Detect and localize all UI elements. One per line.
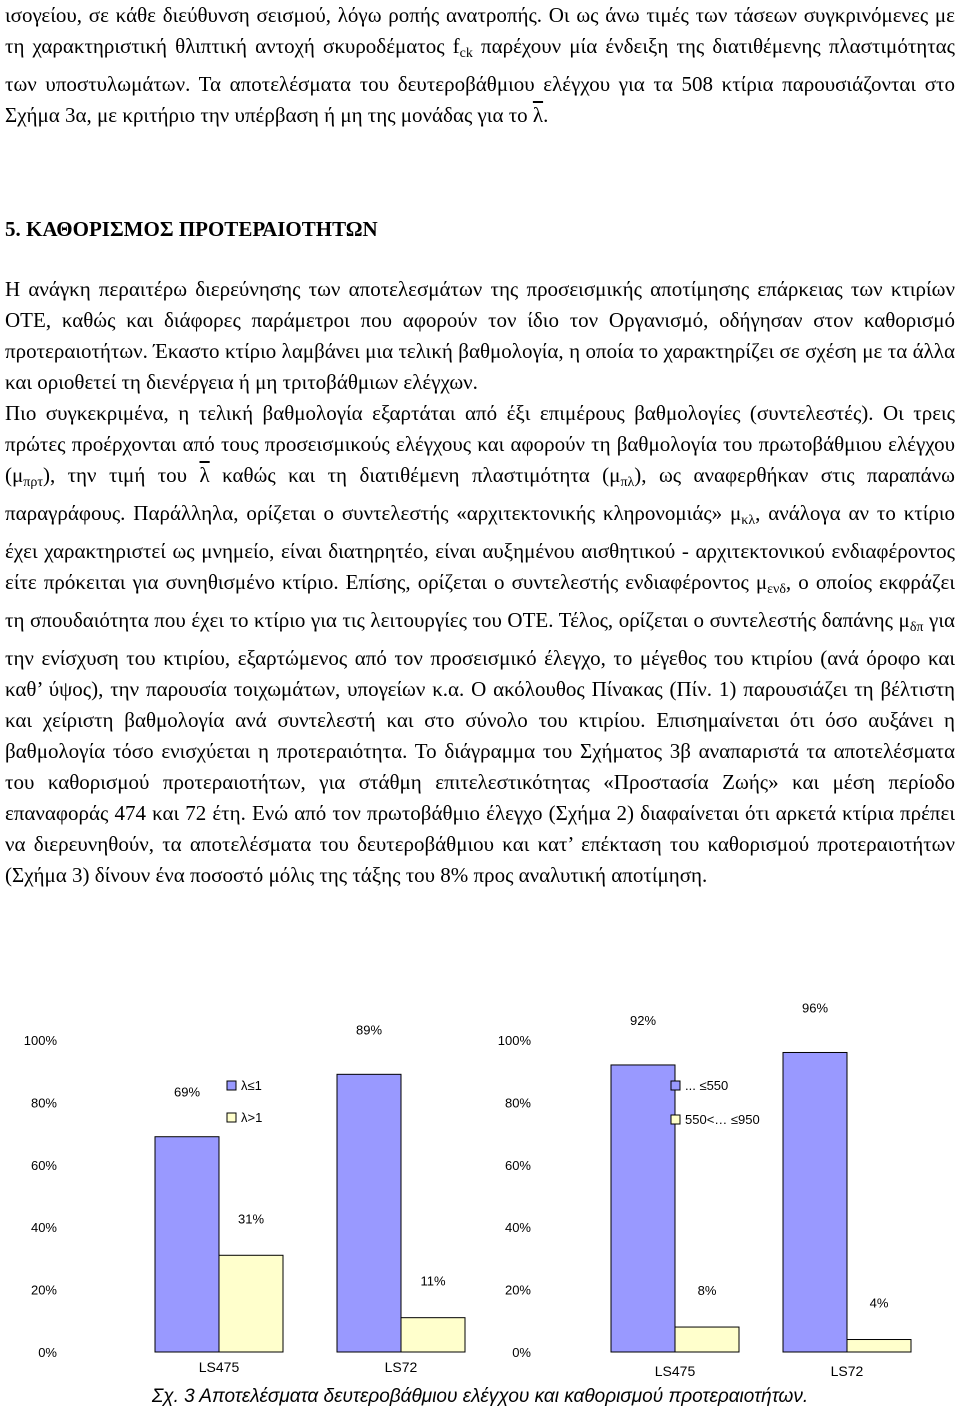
- legend-swatch: [671, 1081, 680, 1090]
- text-run: ), ως αναφερθήκαν στις παραπάνω παραγράφους. Παράλληλα, ορίζεται ο συντελεστής «αρχιτεκτονικής κληρονομιάς» μ: [5, 463, 955, 525]
- chart-3a-svg: [5, 1020, 475, 1390]
- subscript-prt: πρτ: [23, 475, 43, 490]
- y-tick-label: 100%: [23, 1033, 57, 1048]
- paragraph-2: [5, 398, 955, 891]
- subscript-ck: ck: [459, 46, 473, 61]
- legend-swatch: [227, 1081, 236, 1090]
- chart-3b: [483, 1000, 953, 1390]
- x-tick-label: LS72: [384, 1359, 418, 1375]
- text-run: .: [543, 103, 549, 127]
- y-tick-label: 20%: [504, 1282, 531, 1298]
- legend-label: λ≤1: [241, 1078, 262, 1093]
- figure-caption: Σχ. 3 Αποτελέσματα δευτεροβάθμιου ελέγχου και καθορισμού προτεραιοτήτων.: [151, 1386, 809, 1407]
- text-run: καθώς και τη διατιθέμενη πλαστιμότητα (μ: [209, 463, 621, 487]
- subscript-pl: πλ: [620, 475, 635, 490]
- legend-label: 550<… ≤950: [685, 1112, 760, 1127]
- bar-series1: [155, 1137, 219, 1352]
- y-tick-label: 40%: [30, 1220, 57, 1236]
- x-tick-label: LS475: [654, 1363, 696, 1379]
- lambda-bar-symbol: $\overline{\lambda}$: [199, 463, 210, 487]
- text-run: για την ενίσχυση του κτιρίου, εξαρτώμενος από τον προσεισμικό έλεγχο, το μέγεθος του κτιρίου (ανά όροφο και καθ’ ύψος), την παρουσία τοιχωμάτων, υπογείων κ.α. Ο ακόλουθος Πίνακας (Πίν. 1) παρουσιάζει τη βέλτιστη και χείριστη βαθμολογία ανά συντελεστή και στο σύνολο του κτιρίου. Επισημαίνεται ότι όσο αυξάνει η βαθμολογία τόσο ενισχύεται η προτεραιότητα. Το διάγραμμα του Σχήματος 3β αναπαριστά τα αποτελέσματα του καθορισμού προτεραιοτήτων, για στάθμη επιτελεστικότητας «Προστασία Ζωής» και μέση περίοδο επαναφοράς 474 και 72 έτη. Ενώ από τον πρωτοβάθμιο έλεγχο (Σχήμα 2) διαφαίνεται ότι αρκετά κτίρια πρέπει να διερευνηθούν, τα αποτελέσματα του δευτεροβάθμιου και κατ’ επέκταση του καθορισμού προτεραιοτήτων (Σχήμα 3) δίνουν ένα ποσοστό μόλις της τάξης του 8% προς αναλυτική αποτίμηση.: [5, 608, 955, 887]
- data-label: 69%: [173, 1084, 201, 1100]
- text-run: ισογείου, σε κάθε διεύθυνση σεισμού, λόγω ροπής ανατροπής. Οι ως άνω τιμές των τάσεων συγκρινόμενες με τη χαρακτηριστική θλιπτική αντοχή σκυροδέματος f: [5, 3, 955, 58]
- data-label: 4%: [869, 1295, 889, 1311]
- text-run: , ο οποίος εκφράζει τη σπουδαιότητα που έχει το κτίριο για τις λειτουργίες του ΟΤΕ. Τέλος, ορίζεται ο συντελεστής δαπάνης μ: [5, 570, 955, 632]
- legend-label: λ>1: [241, 1110, 263, 1125]
- legend-swatch: [227, 1113, 236, 1122]
- bar-series2: [401, 1318, 465, 1352]
- x-tick-label: LS475: [198, 1359, 240, 1375]
- data-label: 8%: [697, 1283, 717, 1299]
- text-run: ), την τιμή του: [42, 463, 200, 487]
- y-tick-label: 80%: [30, 1095, 57, 1111]
- subscript-dp: δπ: [909, 620, 924, 635]
- bar-series1: [611, 1065, 675, 1352]
- text-run: , ανάλογα αν το κτίριο έχει χαρακτηριστεί ως μνημείο, είναι διατηρητέο, είναι αυξημένου αισθητικού - αρχιτεκτονικού ενδιαφέροντος είτε πρόκειται για συνηθισμένο κτίριο. Επίσης, ορίζεται ο συντελεστής ενδιαφέροντος μ: [5, 501, 956, 594]
- legend-swatch: [671, 1115, 680, 1124]
- lambda-bar-symbol: $\overline{\lambda}$: [532, 103, 544, 127]
- subscript-kl: κλ: [741, 513, 756, 528]
- chart-3b-svg: [483, 1000, 953, 1390]
- paragraph-intro: [5, 0, 955, 131]
- y-tick-label: 80%: [504, 1095, 531, 1111]
- y-tick-label: 0%: [38, 1345, 57, 1360]
- x-tick-label: LS72: [830, 1363, 864, 1379]
- y-tick-label: 0%: [512, 1345, 531, 1360]
- data-label: 92%: [629, 1012, 657, 1028]
- legend-label: ... ≤550: [685, 1078, 729, 1093]
- bar-series2: [219, 1255, 283, 1352]
- paragraph-1: Η ανάγκη περαιτέρω διερεύνησης των αποτελεσμάτων της προσεισμικής αποτίμησης επάρκειας των κτιρίων ΟΤΕ, καθώς και διάφορες παράμετροι που αφορούν τον ίδιο τον Οργανισμό, οδήγησαν στον καθορισμό προτεραιοτήτων. Έκαστο κτίριο λαμβάνει μια τελική βαθμολογία, η οποία το χαρακτηρίζει σε σχέση με τα άλλα και οριοθετεί τη διενέργεια ή μη τριτοβάθμιων ελέγχων.: [5, 277, 955, 394]
- data-label: 31%: [237, 1211, 265, 1227]
- bar-series2: [847, 1340, 911, 1352]
- y-tick-label: 100%: [497, 1033, 531, 1048]
- data-label: 89%: [355, 1022, 383, 1038]
- text-run: παρέχουν μία ένδειξη της διατιθέμενης πλαστιμότητας των υποστυλωμάτων. Τα αποτελέσματα του δευτεροβάθμιου ελέγχου για τα 508 κτίρια παρουσιάζονται στο Σχήμα 3α, με κριτήριο την υπέρβαση ή μη της μονάδας για το: [5, 34, 955, 127]
- y-tick-label: 20%: [30, 1282, 57, 1298]
- chart-3a: [5, 1020, 475, 1390]
- y-tick-label: 40%: [504, 1220, 531, 1236]
- subscript-end: ενδ: [767, 582, 786, 597]
- y-tick-label: 60%: [30, 1157, 57, 1173]
- data-label: 96%: [801, 1000, 829, 1016]
- bar-series1: [783, 1052, 847, 1352]
- bar-series1: [337, 1074, 401, 1352]
- data-label: 11%: [420, 1273, 446, 1289]
- text-run: Πιο συγκεκριμένα, η τελική βαθμολογία εξαρτάται από έξι επιμέρους βαθμολογίες (συντελεστές). Οι τρεις πρώτες προέρχονται από τους προσεισμικούς ελέγχους και αφορούν τη βαθμολογία του πρωτοβάθμιου ελέγχου (μ: [5, 401, 955, 487]
- section-heading: 5. ΚΑΘΟΡΙΣΜΟΣ ΠΡΟΤΕΡΑΙΟΤΗΤΩΝ: [5, 217, 378, 241]
- y-tick-label: 60%: [504, 1157, 531, 1173]
- bar-series2: [675, 1327, 739, 1352]
- section-body: [5, 274, 955, 891]
